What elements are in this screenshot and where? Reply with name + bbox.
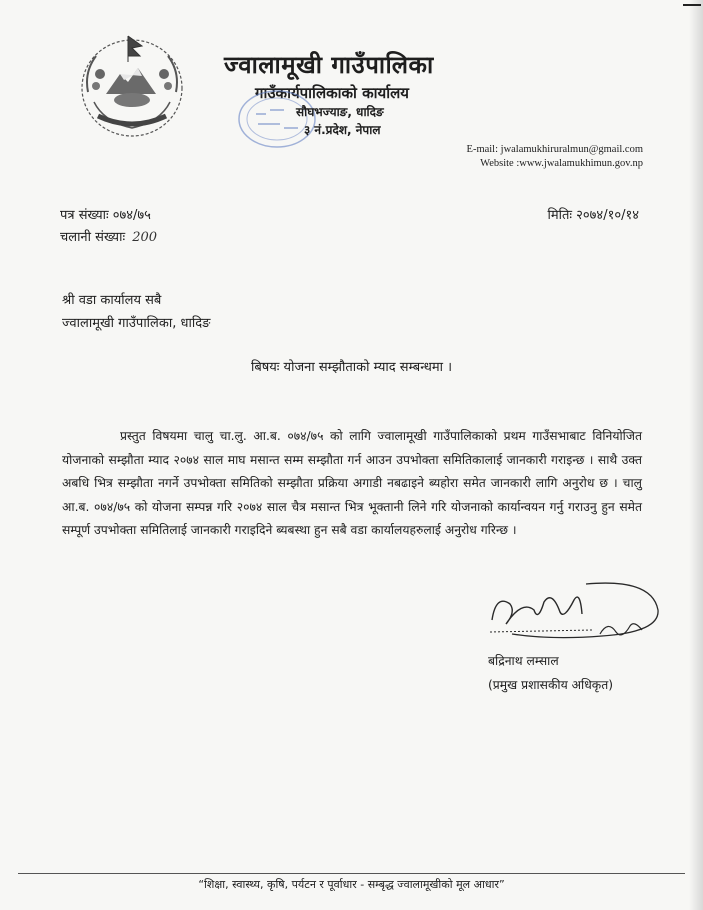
dispatch-number-label: चलानी संख्याः xyxy=(60,230,126,245)
letter-subject: बिषयः योजना सम्झौताको म्याद सम्बन्धमा । xyxy=(250,360,453,375)
letter-number xyxy=(60,205,157,227)
page-edge-shadow xyxy=(689,0,703,910)
dispatch-number xyxy=(60,227,157,249)
footer-divider xyxy=(18,873,685,874)
footer-motto: “शिक्षा, स्वास्थ्य, कृषि, पर्यटन र पूर्वाधार - सम्बृद्ध ज्वालामूखीको मूल आधार” xyxy=(198,878,505,891)
website-line[interactable]: Website :www.jwalamukhimun.gov.np xyxy=(480,158,643,169)
province-line: ३ नं.प्रदेश, नेपाल xyxy=(304,123,381,137)
nepal-emblem-icon xyxy=(76,32,188,142)
email-line[interactable]: E-mail: jwalamukhiruralmun@gmail.com xyxy=(466,144,643,155)
recipient-address xyxy=(62,289,210,335)
signatory-block xyxy=(488,649,613,697)
recipient-line-1: श्री वडा कार्यालय सबै xyxy=(62,293,162,308)
signature-icon xyxy=(482,580,662,650)
date-label: मितिः xyxy=(547,208,573,223)
corner-mark xyxy=(683,4,701,6)
letter-number-value: ०७४/७५ xyxy=(112,208,151,223)
letter-number-label: पत्र संख्याः xyxy=(60,208,109,223)
contact-block xyxy=(467,143,643,171)
office-name: गाउँकार्यपालिकाको कार्यालय xyxy=(255,84,410,102)
signatory-designation: (प्रमुख प्रशासकीय अधिकृत) xyxy=(488,678,614,692)
date-value: २०७४/१०/१४ xyxy=(576,208,639,223)
office-location: सौघभज्याङ, धादिङ xyxy=(296,105,384,119)
reference-block xyxy=(60,205,157,249)
signatory-name: बद्रिनाथ लम्साल xyxy=(488,654,559,668)
municipality-title: ज्वालामूखी गाउँपालिका xyxy=(224,51,434,79)
recipient-line-2: ज्वालामूखी गाउँपालिका, धादिङ xyxy=(62,316,211,331)
letter-body: प्रस्तुत विषयमा चालु चा.लु. आ.ब. ०७४/७५ को लागि ज्वालामूखी गाउँपालिकाको प्रथम गाउँसभाबाट विनियोजित योजनाको सम्झौता म्याद २०७४ साल माघ मसान्त सम्म सम्झौता गर्न आउन उपभोक्ता समितिकालाई जानकारी गराइन्छ । साथै उक्त अबधि भित्र सम्झौता नगर्ने उपभोक्ता समितिको सम्झौता प्रक्रिया अगाडी नबढाइने ब्यहोरा समेत जानकारी लागि अनुरोध छ । चालु आ.ब. ०७४/७५ को योजना सम्पन्न गरि २०७४ साल चैत्र मसान्त भित्र भूक्तानी लिने गरि योजनाको कार्यान्वयन गर्नु गराउनु हुन समेत सम्पूर्ण उपभोक्ता समितिलाई जानकारी गराइदिने ब्यबस्था हुन सबै वडा कार्यालयहरुलाई अनुरोध गरिन्छ । xyxy=(62,429,642,537)
dispatch-number-value: 200 xyxy=(132,230,158,245)
letter-date xyxy=(547,205,639,223)
